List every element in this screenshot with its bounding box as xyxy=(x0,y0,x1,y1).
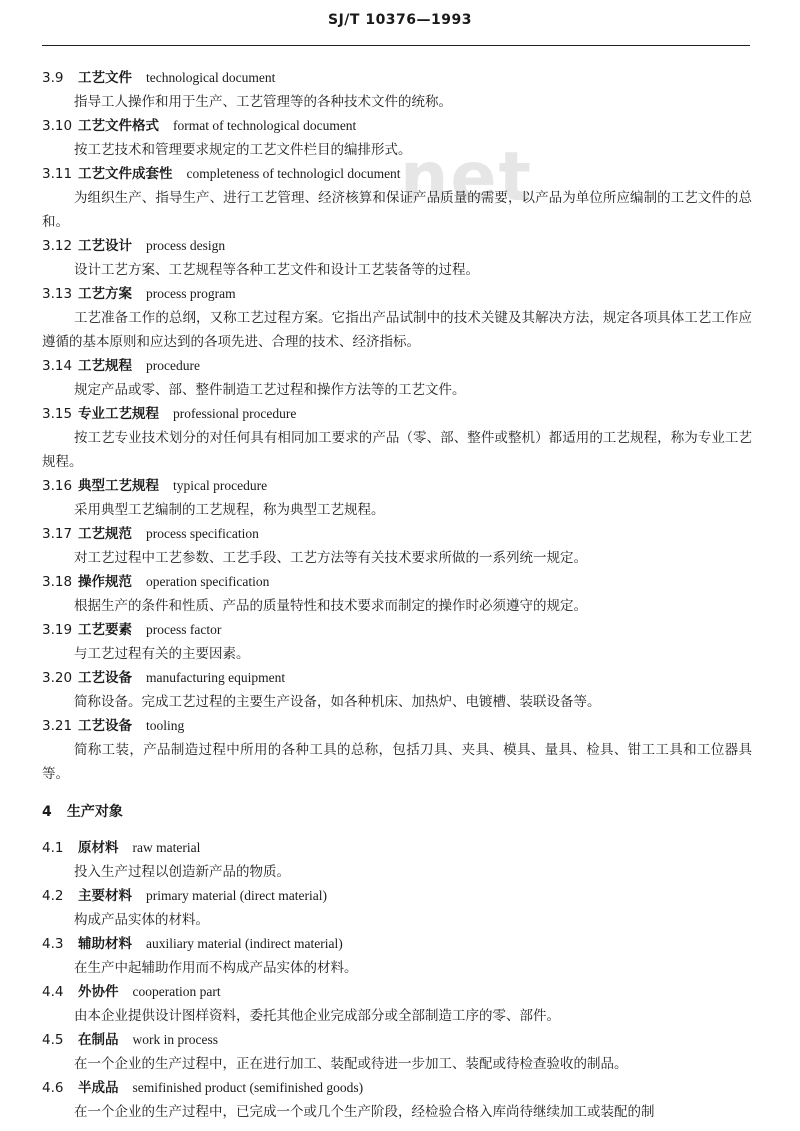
term-chinese: 工艺方案 xyxy=(78,286,132,302)
standard-code-header: SJ/T 10376—1993 xyxy=(328,12,472,28)
term-number: 3.18 xyxy=(42,574,73,590)
term-english: process specification xyxy=(146,526,259,541)
section-heading xyxy=(42,800,752,824)
term-entry xyxy=(42,618,752,666)
term-definition: 指导工人操作和用于生产、工艺管理等的各种技术文件的统称。 xyxy=(74,94,452,110)
term-chinese: 外协件 xyxy=(78,984,119,1000)
term-number: 4.5 xyxy=(42,1032,64,1048)
term-definition: 简称设备。完成工艺过程的主要生产设备，如各种机床、加热炉、电镀槽、装联设备等。 xyxy=(74,694,601,710)
term-heading xyxy=(42,354,752,378)
section-title: 生产对象 xyxy=(66,804,123,820)
term-chinese: 半成品 xyxy=(78,1080,119,1096)
term-english: cooperation part xyxy=(132,984,221,999)
term-heading xyxy=(42,162,752,186)
term-list-section-3 xyxy=(42,66,752,786)
document-body xyxy=(42,66,752,1124)
term-entry xyxy=(42,932,752,980)
term-english: raw material xyxy=(132,840,201,855)
term-number: 4.3 xyxy=(42,936,64,952)
term-english: completeness of technologicl document xyxy=(186,166,401,181)
term-chinese: 操作规范 xyxy=(78,574,132,590)
term-entry xyxy=(42,354,752,402)
term-heading xyxy=(42,836,752,860)
term-entry xyxy=(42,714,752,786)
term-entry xyxy=(42,162,752,234)
term-entry xyxy=(42,282,752,354)
term-number: 3.16 xyxy=(42,478,73,494)
term-definition: 投入生产过程以创造新产品的物质。 xyxy=(74,864,290,880)
term-entry xyxy=(42,836,752,884)
term-definition: 按工艺技术和管理要求规定的工艺文件栏目的编排形式。 xyxy=(74,142,412,158)
term-definition: 规定产品或零、部、整件制造工艺过程和操作方法等的工艺文件。 xyxy=(74,382,466,398)
term-chinese: 工艺文件成套性 xyxy=(78,166,173,182)
term-heading xyxy=(42,474,752,498)
term-english: typical procedure xyxy=(173,478,268,493)
term-english: tooling xyxy=(146,718,185,733)
term-number: 4.4 xyxy=(42,984,64,1000)
term-entry xyxy=(42,884,752,932)
term-number: 3.20 xyxy=(42,670,73,686)
term-entry xyxy=(42,1028,752,1076)
term-number: 3.17 xyxy=(42,526,73,542)
term-chinese: 工艺文件 xyxy=(78,70,132,86)
term-entry xyxy=(42,114,752,162)
term-english: semifinished product (semifinished goods) xyxy=(132,1080,364,1095)
term-number: 3.21 xyxy=(42,718,73,734)
term-heading xyxy=(42,932,752,956)
term-english: manufacturing equipment xyxy=(146,670,286,685)
term-entry xyxy=(42,234,752,282)
term-entry xyxy=(42,570,752,618)
term-heading xyxy=(42,402,752,426)
term-chinese: 工艺文件格式 xyxy=(78,118,159,134)
term-definition: 设计工艺方案、工艺规程等各种工艺文件和设计工艺装备等的过程。 xyxy=(74,262,479,278)
term-chinese: 原材料 xyxy=(78,840,119,856)
term-number: 3.14 xyxy=(42,358,73,374)
term-definition: 在生产中起辅助作用而不构成产品实体的材料。 xyxy=(74,960,358,976)
term-chinese: 主要材料 xyxy=(78,888,132,904)
term-number: 3.10 xyxy=(42,118,73,134)
term-english: technological document xyxy=(146,70,276,85)
term-number: 3.9 xyxy=(42,70,64,86)
term-heading xyxy=(42,1076,752,1100)
term-english: professional procedure xyxy=(173,406,297,421)
term-definition: 构成产品实体的材料。 xyxy=(74,912,209,928)
term-entry xyxy=(42,1076,752,1124)
term-chinese: 工艺要素 xyxy=(78,622,132,638)
term-heading xyxy=(42,66,752,90)
term-chinese: 工艺设计 xyxy=(78,238,132,254)
term-heading xyxy=(42,714,752,738)
term-english: process factor xyxy=(146,622,222,637)
term-english: work in process xyxy=(132,1032,218,1047)
term-heading xyxy=(42,1028,752,1052)
term-heading xyxy=(42,234,752,258)
watermark: net xyxy=(400,138,534,217)
term-number: 4.2 xyxy=(42,888,64,904)
term-number: 4.1 xyxy=(42,840,64,856)
section-number: 4 xyxy=(42,804,52,820)
term-chinese: 典型工艺规程 xyxy=(78,478,159,494)
term-number: 3.15 xyxy=(42,406,73,422)
term-heading xyxy=(42,114,752,138)
term-number: 4.6 xyxy=(42,1080,64,1096)
term-english: process program xyxy=(146,286,236,301)
term-english: operation specification xyxy=(146,574,270,589)
term-heading xyxy=(42,618,752,642)
term-definition: 与工艺过程有关的主要因素。 xyxy=(74,646,250,662)
term-chinese: 辅助材料 xyxy=(78,936,132,952)
term-chinese: 工艺规程 xyxy=(78,358,132,374)
term-entry xyxy=(42,402,752,474)
term-english: format of technological document xyxy=(173,118,357,133)
term-definition: 在一个企业的生产过程中，正在进行加工、装配或待进一步加工、装配或待检查验收的制品。 xyxy=(74,1056,628,1072)
term-chinese: 专业工艺规程 xyxy=(78,406,159,422)
term-chinese: 工艺设备 xyxy=(78,670,132,686)
term-heading xyxy=(42,884,752,908)
term-heading xyxy=(42,666,752,690)
term-heading xyxy=(42,980,752,1004)
term-number: 3.12 xyxy=(42,238,73,254)
term-entry xyxy=(42,980,752,1028)
term-number: 3.13 xyxy=(42,286,73,302)
term-definition: 简称工装，产品制造过程中所用的各种工具的总称，包括刀具、夹具、模具、量具、检具、钳工工具和工位器具等。 xyxy=(42,742,752,782)
term-definition: 根据生产的条件和性质、产品的质量特性和技术要求而制定的操作时必须遵守的规定。 xyxy=(74,598,587,614)
term-list-section-4 xyxy=(42,836,752,1124)
term-english: process design xyxy=(146,238,226,253)
term-definition: 为组织生产、指导生产、进行工艺管理、经济核算和保证产品质量的需要，以产品为单位所应编制的工艺文件的总和。 xyxy=(42,190,752,230)
term-chinese: 在制品 xyxy=(78,1032,119,1048)
header-rule xyxy=(42,45,750,46)
term-definition: 在一个企业的生产过程中，已完成一个或几个生产阶段，经检验合格入库尚待继续加工或装配的制 xyxy=(74,1104,655,1120)
term-number: 3.11 xyxy=(42,166,73,182)
term-english: primary material (direct material) xyxy=(146,888,328,903)
term-chinese: 工艺规范 xyxy=(78,526,132,542)
term-english: auxiliary material (indirect material) xyxy=(146,936,343,951)
term-definition: 对工艺过程中工艺参数、工艺手段、工艺方法等有关技术要求所做的一系列统一规定。 xyxy=(74,550,587,566)
term-definition: 由本企业提供设计图样资料，委托其他企业完成部分或全部制造工序的零、部件。 xyxy=(74,1008,560,1024)
term-heading xyxy=(42,570,752,594)
term-definition: 工艺准备工作的总纲，又称工艺过程方案。它指出产品试制中的技术关键及其解决方法，规定各项具体工艺工作应遵循的基本原则和应达到的各项先进、合理的技术、经济指标。 xyxy=(42,310,752,350)
term-heading xyxy=(42,282,752,306)
term-entry xyxy=(42,666,752,714)
term-definition: 按工艺专业技术划分的对任何具有相同加工要求的产品（零、部、整件或整机）都适用的工艺规程，称为专业工艺规程。 xyxy=(42,430,752,470)
term-chinese: 工艺设备 xyxy=(78,718,132,734)
term-definition: 采用典型工艺编制的工艺规程，称为典型工艺规程。 xyxy=(74,502,385,518)
term-entry xyxy=(42,522,752,570)
term-entry xyxy=(42,474,752,522)
term-heading xyxy=(42,522,752,546)
term-english: procedure xyxy=(146,358,200,373)
term-number: 3.19 xyxy=(42,622,73,638)
term-entry xyxy=(42,66,752,114)
